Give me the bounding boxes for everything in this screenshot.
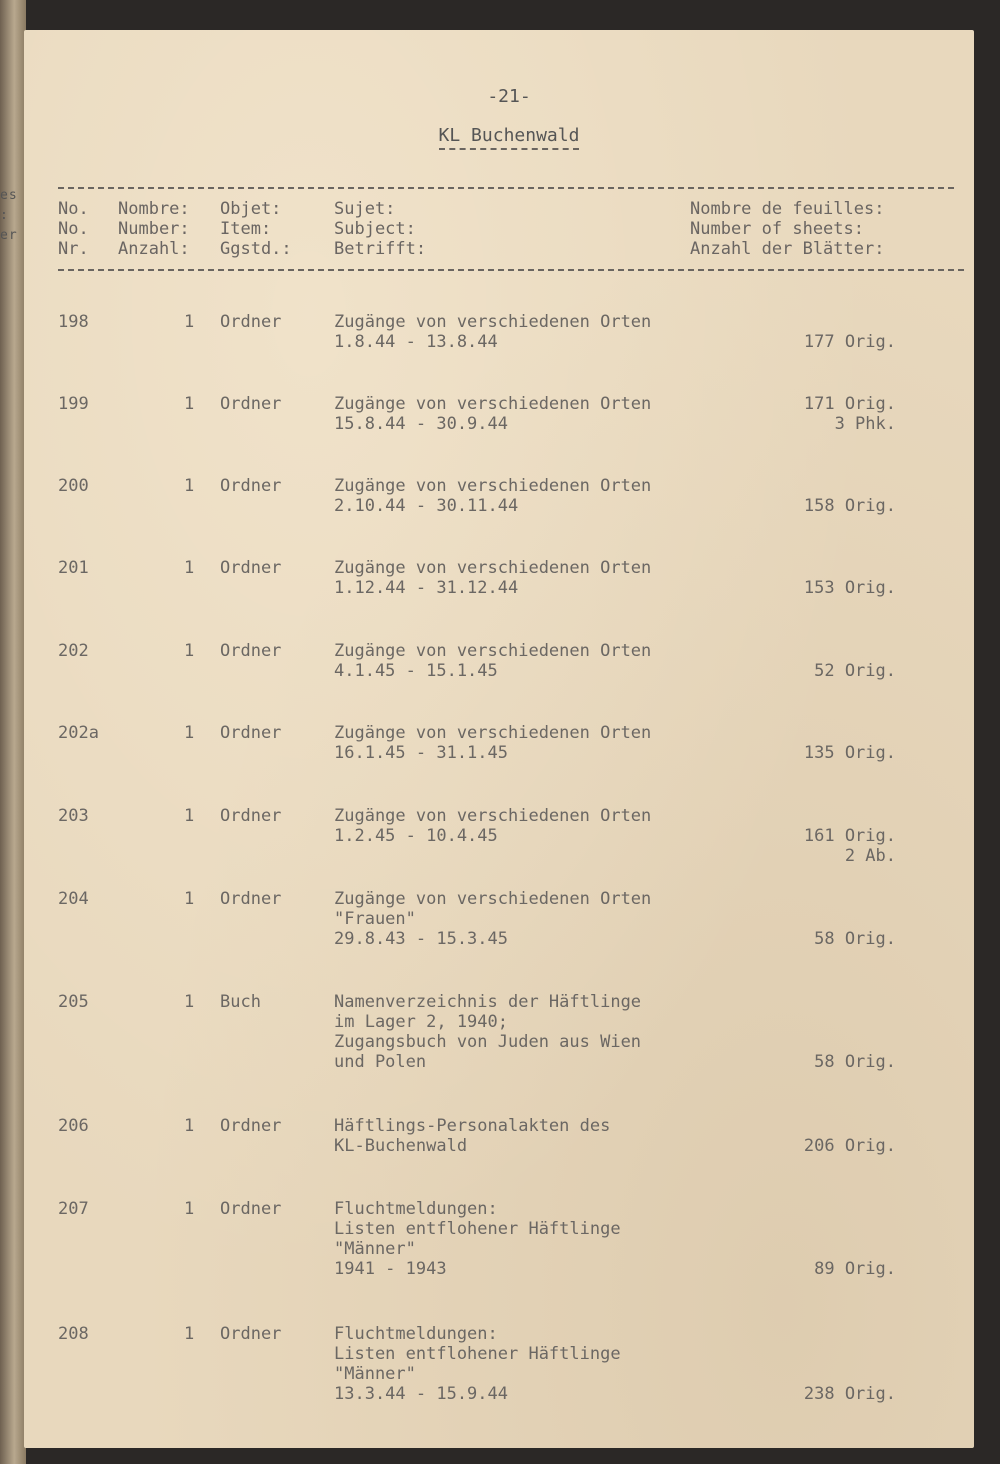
- entry-sheets-line: [804, 723, 896, 743]
- entry-sheets-line: 135 Orig.: [803, 743, 896, 763]
- entry-item: Ordner: [220, 394, 282, 414]
- entry-subject: [334, 558, 651, 598]
- entry-sheets: [804, 476, 896, 516]
- document-page: [24, 30, 974, 1448]
- entry-sheets-line: [814, 1032, 896, 1052]
- entry-count: 1: [184, 312, 195, 332]
- entry-subject: [334, 312, 651, 352]
- entry-count: 1: [184, 992, 195, 1012]
- entry-subject-line: KL-Buchenwald: [334, 1136, 468, 1156]
- header-item-column: Objet: Item: Ggstd.:: [220, 199, 292, 259]
- entry-number: 198: [58, 312, 89, 332]
- entry-subject-line: 13.3.44 - 15.9.44: [334, 1384, 508, 1404]
- entry-sheets-line: [804, 1364, 896, 1384]
- entry-subject-line: 1.12.44 - 31.12.44: [334, 578, 519, 598]
- entry-number: 206: [58, 1116, 89, 1136]
- page-number: -21-: [487, 86, 531, 107]
- entry-subject: [334, 723, 651, 763]
- entry-subject: [334, 476, 651, 516]
- entry-number: 200: [58, 476, 89, 496]
- entry-sheets-line: 158 Orig.: [803, 496, 896, 516]
- entry-count: 1: [184, 1324, 195, 1344]
- adjacent-page-fragment: es: [0, 188, 18, 203]
- header-count-column: Nombre: Number: Anzahl:: [118, 199, 190, 259]
- entry-sheets: [814, 641, 896, 681]
- entry-subject-line: Zugangsbuch von Juden aus Wien: [334, 1032, 642, 1052]
- entry-count: 1: [184, 806, 195, 826]
- entry-sheets: [804, 723, 896, 763]
- entry-item: Ordner: [220, 806, 282, 826]
- entry-sheets-line: 171 Orig.: [803, 394, 896, 414]
- entry-subject: [334, 889, 651, 949]
- entry-subject-line: und Polen: [334, 1052, 427, 1072]
- entry-subject-line: im Lager 2, 1940;: [334, 1012, 508, 1032]
- entry-subject: [334, 992, 641, 1072]
- entry-subject-line: 29.8.43 - 15.3.45: [334, 929, 508, 949]
- page-title: [24, 125, 974, 146]
- entry-item: Ordner: [220, 1116, 282, 1136]
- entry-subject-line: Zugänge von verschiedenen Orten: [334, 312, 652, 332]
- entry-number: 204: [58, 889, 89, 909]
- entry-sheets-line: 89 Orig.: [814, 1259, 896, 1279]
- entry-subject-line: Zugänge von verschiedenen Orten: [334, 723, 652, 743]
- entry-subject: [334, 1324, 621, 1404]
- entry-subject-line: Zugänge von verschiedenen Orten: [334, 476, 652, 496]
- entry-count: 1: [184, 558, 195, 578]
- entry-subject-line: 15.8.44 - 30.9.44: [334, 414, 508, 434]
- entry-subject-line: 16.1.45 - 31.1.45: [334, 743, 508, 763]
- entry-sheets: [804, 394, 896, 434]
- entry-sheets-line: [814, 641, 896, 661]
- entry-count: 1: [184, 641, 195, 661]
- entry-sheets: [814, 1199, 896, 1279]
- entry-subject-line: Zugänge von verschiedenen Orten: [334, 394, 652, 414]
- entry-sheets-line: [804, 476, 896, 496]
- entry-sheets-line: [804, 1116, 896, 1136]
- entry-sheets: [804, 558, 896, 598]
- entry-item: Ordner: [220, 476, 282, 496]
- entry-item: Ordner: [220, 312, 282, 332]
- entry-number: 201: [58, 558, 89, 578]
- entry-count: 1: [184, 1116, 195, 1136]
- entry-sheets-line: 238 Orig.: [803, 1384, 896, 1404]
- entry-sheets-line: [804, 1344, 896, 1364]
- entry-sheets-line: [814, 1219, 896, 1239]
- entry-number: 199: [58, 394, 89, 414]
- entry-subject-line: 4.1.45 - 15.1.45: [334, 661, 498, 681]
- entry-subject: [334, 1199, 621, 1279]
- entry-sheets-line: [804, 806, 896, 826]
- entry-sheets-line: 3 Phk.: [834, 414, 896, 434]
- entry-count: 1: [184, 476, 195, 496]
- header-sheets-column: Nombre de feuilles: Number of sheets: Anzahl der Blätter:: [690, 199, 885, 259]
- entry-item: Ordner: [220, 641, 282, 661]
- entry-sheets-line: [814, 1012, 896, 1032]
- header-bottom-rule: [58, 269, 964, 271]
- entry-item: Ordner: [220, 1199, 282, 1219]
- entry-subject-line: "Männer": [334, 1364, 416, 1384]
- entry-subject-line: Zugänge von verschiedenen Orten: [334, 889, 652, 909]
- adjacent-page-fragment: er: [0, 228, 18, 243]
- entry-sheets: [814, 992, 896, 1072]
- entry-sheets: [804, 806, 896, 866]
- entry-subject-line: 1941 - 1943: [334, 1259, 447, 1279]
- entry-subject-line: Zugänge von verschiedenen Orten: [334, 806, 652, 826]
- entry-sheets-line: [804, 1324, 896, 1344]
- entry-number: 207: [58, 1199, 89, 1219]
- entry-number: 205: [58, 992, 89, 1012]
- entry-subject-line: Häftlings-Personalakten des: [334, 1116, 611, 1136]
- entry-subject-line: "Männer": [334, 1239, 416, 1259]
- entry-sheets-line: [804, 558, 896, 578]
- entry-sheets: [814, 889, 896, 949]
- entry-count: 1: [184, 1199, 195, 1219]
- entry-subject-line: Fluchtmeldungen:: [334, 1199, 498, 1219]
- adjacent-page-fragment: :: [0, 208, 9, 223]
- entry-sheets-line: 58 Orig.: [814, 1052, 896, 1072]
- entry-subject: [334, 394, 651, 434]
- entry-subject-line: Zugänge von verschiedenen Orten: [334, 641, 652, 661]
- entry-sheets-line: 177 Orig.: [803, 332, 896, 352]
- entry-subject-line: 1.8.44 - 13.8.44: [334, 332, 498, 352]
- entry-sheets-line: 153 Orig.: [803, 578, 896, 598]
- entry-sheets-line: [814, 1239, 896, 1259]
- entry-sheets-line: [814, 992, 896, 1012]
- entry-sheets: [804, 1116, 896, 1156]
- entry-sheets-line: [804, 312, 896, 332]
- entry-subject: [334, 1116, 610, 1156]
- header-top-rule: [58, 187, 954, 189]
- entry-sheets-line: 58 Orig.: [814, 929, 896, 949]
- entry-item: Buch: [220, 992, 261, 1012]
- entry-count: 1: [184, 394, 195, 414]
- entry-count: 1: [184, 723, 195, 743]
- entry-count: 1: [184, 889, 195, 909]
- entry-sheets-line: 206 Orig.: [803, 1136, 896, 1156]
- entry-subject-line: Namenverzeichnis der Häftlinge: [334, 992, 642, 1012]
- entry-item: Ordner: [220, 889, 282, 909]
- entry-number: 202: [58, 641, 89, 661]
- entry-subject-line: Zugänge von verschiedenen Orten: [334, 558, 652, 578]
- entry-subject-line: Listen entflohener Häftlinge: [334, 1219, 621, 1239]
- entry-sheets-line: [814, 909, 896, 929]
- entry-subject: [334, 806, 651, 846]
- adjacent-page-edge: [0, 0, 26, 1464]
- header-subject-column: Sujet: Subject: Betrifft:: [334, 199, 427, 259]
- entry-sheets-line: 52 Orig.: [814, 661, 896, 681]
- entry-number: 202a: [58, 723, 99, 743]
- entry-sheets-line: 161 Orig.: [803, 826, 896, 846]
- entry-subject-line: 1.2.45 - 10.4.45: [334, 826, 498, 846]
- entry-subject-line: 2.10.44 - 30.11.44: [334, 496, 519, 516]
- entry-sheets-line: [814, 1199, 896, 1219]
- entry-item: Ordner: [220, 558, 282, 578]
- entry-subject-line: Listen entflohener Häftlinge: [334, 1344, 621, 1364]
- camp-name: KL Buchenwald: [439, 125, 580, 150]
- entry-item: Ordner: [220, 1324, 282, 1344]
- entry-sheets: [804, 1324, 896, 1404]
- entry-subject: [334, 641, 651, 681]
- entry-sheets-line: 2 Ab.: [844, 846, 896, 866]
- entry-subject-line: Fluchtmeldungen:: [334, 1324, 498, 1344]
- entry-sheets: [804, 312, 896, 352]
- header-no-column: No. No. Nr.: [58, 199, 89, 259]
- entry-number: 203: [58, 806, 89, 826]
- entry-sheets-line: [814, 889, 896, 909]
- entry-number: 208: [58, 1324, 89, 1344]
- entry-subject-line: "Frauen": [334, 909, 416, 929]
- entry-item: Ordner: [220, 723, 282, 743]
